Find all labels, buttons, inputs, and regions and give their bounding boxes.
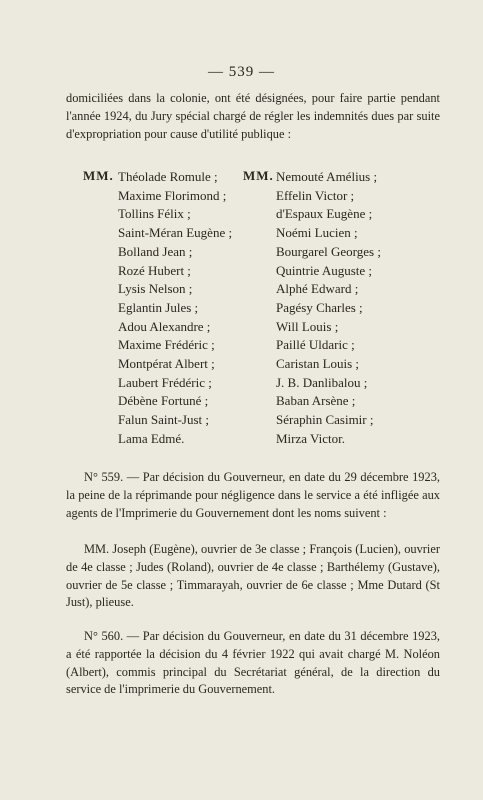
intro-paragraph: domiciliées dans la colonie, ont été désignées, pour faire partie pendant l'année 1924, du Jury spécial chargé de régler les indemnités dues par suite d'expropriation pour cause d'utilité publique : bbox=[66, 91, 440, 141]
right-name-entry: Will Louis ; bbox=[276, 318, 339, 334]
left-name-entry: Lama Edmé. bbox=[118, 430, 185, 446]
decision-559-paragraph: N° 559. — Par décision du Gouverneur, en date du 29 décembre 1923, la peine de la réprimande pour négligence dans le service a été infligée aux agents de l'Imprimerie du Gouvernement dont les noms suivent : bbox=[66, 470, 440, 520]
right-name-entry: Nemouté Amélius ; bbox=[276, 169, 378, 184]
right-name-entry: Noémi Lucien ; bbox=[276, 225, 358, 241]
left-name-list bbox=[118, 168, 232, 449]
right-name-entry: Baban Arsène ; bbox=[276, 393, 356, 409]
right-name-entry: Mirza Victor. bbox=[276, 430, 346, 446]
right-name-entry: Paillé Uldaric ; bbox=[276, 337, 355, 353]
right-name-entry: Pagésy Charles ; bbox=[276, 299, 363, 315]
right-name-entry: Effelin Victor ; bbox=[276, 187, 355, 203]
right-name-list bbox=[276, 168, 381, 449]
left-name-entry: Saint-Méran Eugène ; bbox=[118, 225, 233, 241]
right-column-prefix: MM. bbox=[243, 168, 274, 183]
left-name-entry: Maxime Frédéric ; bbox=[118, 337, 215, 353]
decision-559-agents-list: MM. Joseph (Eugène), ouvrier de 3e classe ; François (Lucien), ouvrier de 4e classe ; Judes (Roland), ouvrier de 4e classe ; Barthélemy (Gustave), ouvrier de 5e classe ; Timmarayah, ouvrier de 6e classe ; Mme Dutard (St Just), plieuse. bbox=[66, 542, 440, 610]
right-name-entry: Caristan Louis ; bbox=[276, 356, 360, 372]
left-name-entry: Lysis Nelson ; bbox=[118, 281, 193, 297]
left-name-entry: Montpérat Albert ; bbox=[118, 356, 215, 372]
left-name-entry: Eglantin Jules ; bbox=[118, 299, 199, 315]
left-name-entry: Laubert Frédéric ; bbox=[118, 374, 212, 390]
right-name-entry: Séraphin Casimir ; bbox=[276, 412, 374, 428]
right-name-entry: J. B. Danlibalou ; bbox=[276, 374, 368, 390]
left-name-entry: Tollins Félix ; bbox=[118, 206, 191, 222]
decision-560-paragraph: N° 560. — Par décision du Gouverneur, en date du 31 décembre 1923, a été rapportée la décision du 4 février 1922 qui avait chargé M. Noléon (Albert), commis principal du Secrétariat général, de la direction du service de l'imprimerie du Gouvernement. bbox=[66, 629, 440, 697]
right-name-entry: Alphé Edward ; bbox=[276, 281, 359, 297]
left-name-entry: Rozé Hubert ; bbox=[118, 262, 191, 278]
left-column-prefix: MM. bbox=[83, 168, 114, 183]
left-name-entry: Débène Fortuné ; bbox=[118, 393, 209, 409]
right-name-entry: d'Espaux Eugène ; bbox=[276, 206, 373, 222]
page-number: — 539 — bbox=[208, 64, 275, 80]
left-name-entry: Adou Alexandre ; bbox=[118, 318, 211, 334]
left-name-entry: Maxime Florimond ; bbox=[118, 187, 227, 203]
left-name-entry: Bolland Jean ; bbox=[118, 243, 193, 259]
right-name-entry: Quintrie Auguste ; bbox=[276, 262, 373, 278]
left-name-entry: Falun Saint-Just ; bbox=[118, 412, 210, 428]
left-name-entry: Théolade Romule ; bbox=[118, 169, 218, 184]
right-name-entry: Bourgarel Georges ; bbox=[276, 243, 381, 259]
